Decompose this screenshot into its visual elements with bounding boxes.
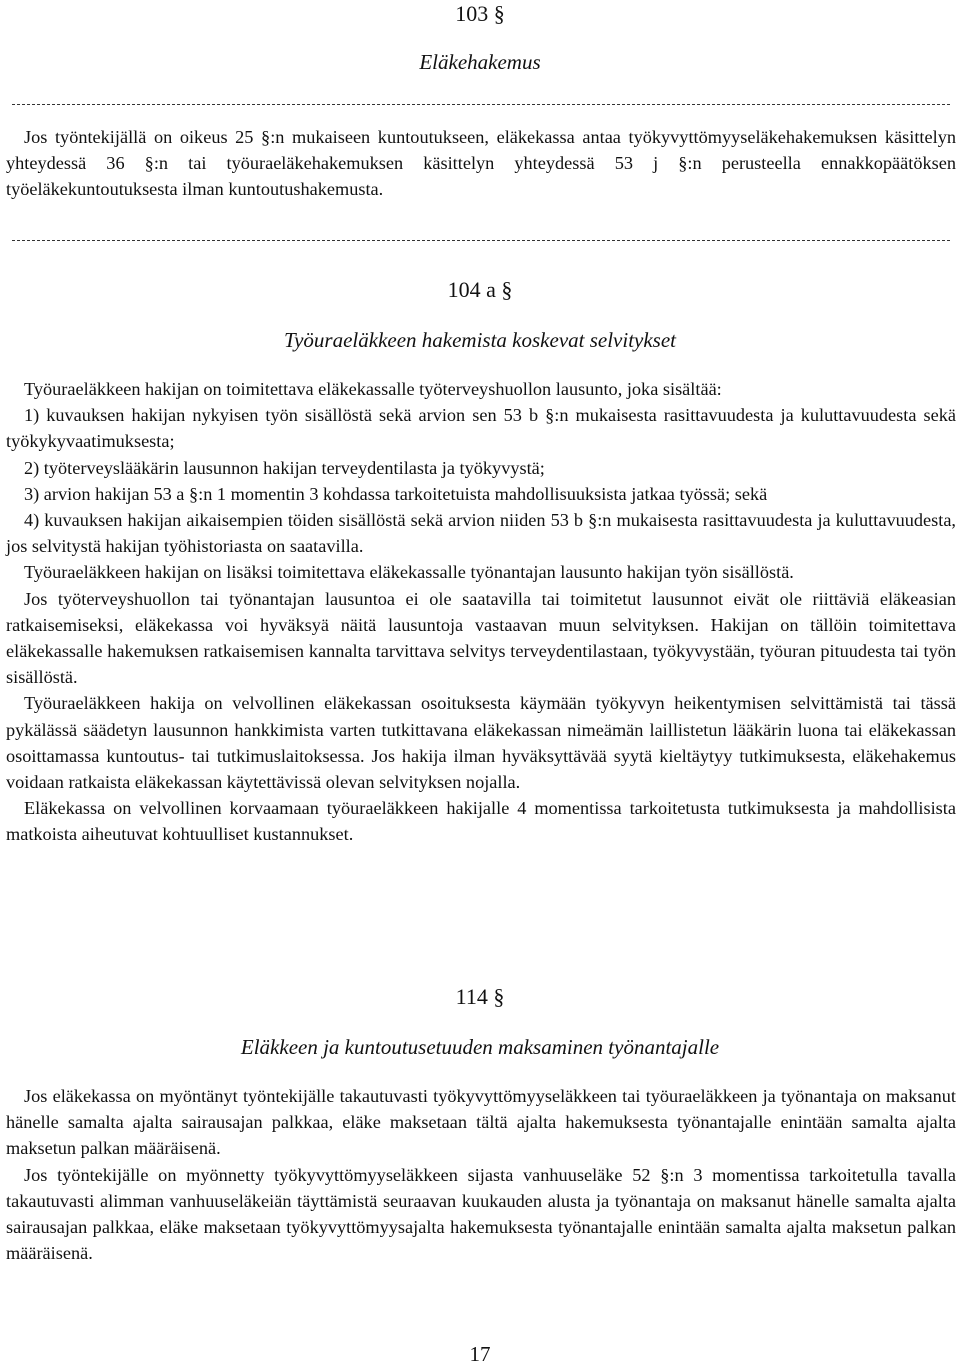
section-114-body: [6, 1083, 956, 1266]
list-item: 1) kuvauksen hakijan nykyisen työn sisällöstä sekä arvion sen 53 b §:n mukaisesta rasittavuudesta ja kuluttavuudesta sekä työkykyvaatimuksesta;: [6, 405, 956, 452]
section-114-title: Eläkkeen ja kuntoutusetuuden maksaminen työnantajalle: [240, 1035, 720, 1059]
section-104a-title: Työuraeläkkeen hakemista koskevat selvitykset: [283, 328, 677, 352]
section-114-number: 114 §: [455, 984, 505, 1009]
list-item: 2) työterveyslääkärin lausunnon hakijan terveydentilasta ja työkyvystä;: [24, 457, 545, 478]
omission-divider: [12, 104, 950, 105]
paragraph: Jos työntekijälle on myönnetty työkyvyttömyyseläkkeen sijasta vanhuuseläke 52 §:n 3 momentissa tarkoitetulla tavalla takautuvasti alimman vanhuuseläkeiän täyttämistä seuraavan kuukauden alusta ja työnantaja on maksanut hänelle samalta ajalta sairausajan palkkaa, eläke maksetaan työkyvyttömyysajalta hakemuksesta työnantajalle enintään samalta ajalta maksetun palkan määräisenä.: [6, 1164, 956, 1264]
list-item: 3) arvion hakijan 53 a §:n 1 momentin 3 kohdassa tarkoitetuista mahdollisuuksista jatkaa työssä; sekä: [24, 483, 768, 504]
section-104a-body: [6, 376, 956, 848]
paragraph: Eläkekassa on velvollinen korvaamaan työuraeläkkeen hakijalle 4 momentissa tarkoitetusta tutkimuksesta ja mahdollisista matkoista aiheutuvat kohtuulliset kustannukset.: [6, 798, 956, 845]
section-104a-number: 104 a §: [447, 277, 513, 302]
section-103-number: 103 §: [455, 1, 505, 26]
paragraph: Työuraeläkkeen hakija on velvollinen eläkekassan osoituksesta käymään työkyvyn heikentymisen selvittämistä tai tässä pykälässä säädetyn lausunnon hankkimista varten tutkittavana eläkekassan nimeämän laillistetun lääkärin luona tai eläkekassan osoittamassa kuntoutus- tai tutkimuslaitoksessa. Jos hakija ilman hyväksyttävää syytä kieltäytyy tutkimuksesta, eläkehakemus voidaan ratkaista eläkekassan käytettävissä olevan selvityksen nojalla.: [6, 693, 956, 793]
section-103-title: Eläkehakemus: [419, 50, 541, 74]
paragraph: Jos työntekijällä on oikeus 25 §:n mukaiseen kuntoutukseen, eläkekassa antaa työkyvyttömyyseläkehakemuksen käsittelyn yhteydessä 36 §:n tai työuraeläkehakemuksen käsittelyn yhteydessä 53 j §:n perusteella ennakkopäätöksen työeläkekuntoutuksesta ilman kuntoutushakemusta.: [6, 127, 956, 200]
page-number: 17: [469, 1342, 491, 1366]
paragraph: Jos työterveyshuollon tai työnantajan lausuntoa ei ole saatavilla tai toimitetut lausunnot eivät ole riittäviä eläkeasian ratkaisemiseksi, eläkekassa voi hyväksyä näitä lausuntoja vastaavan muun selvityksen. Hakijan on tällöin toimitettava eläkekassalle hakemuksen ratkaisemisen kannalta tarvittava selvitys terveydentilastaan, työkyvystään, työuran pituudesta tai työn sisällöstä.: [6, 588, 956, 688]
section-103-body: [6, 124, 956, 203]
paragraph: Työuraeläkkeen hakijan on lisäksi toimitettava eläkekassalle työnantajan lausunto hakijan työn sisällöstä.: [24, 562, 794, 583]
omission-divider: [12, 240, 950, 241]
list-item: 4) kuvauksen hakijan aikaisempien töiden sisällöstä sekä arvion niiden 53 b §:n mukaisesta rasittavuudesta ja kuluttavuudesta, jos selvitystä hakijan työhistoriasta on saatavilla.: [6, 510, 956, 557]
paragraph: Jos eläkekassa on myöntänyt työntekijälle takautuvasti työkyvyttömyyseläkkeen tai työuraeläkkeen ja työnantaja on maksanut hänelle samalta ajalta sairausajan palkkaa, eläke maksetaan tältä ajalta hakemuksesta työnantajalle enintään samalta ajalta maksetun palkan määräisenä.: [6, 1086, 956, 1159]
paragraph: Työuraeläkkeen hakijan on toimitettava eläkekassalle työterveyshuollon lausunto, joka sisältää:: [24, 379, 722, 399]
